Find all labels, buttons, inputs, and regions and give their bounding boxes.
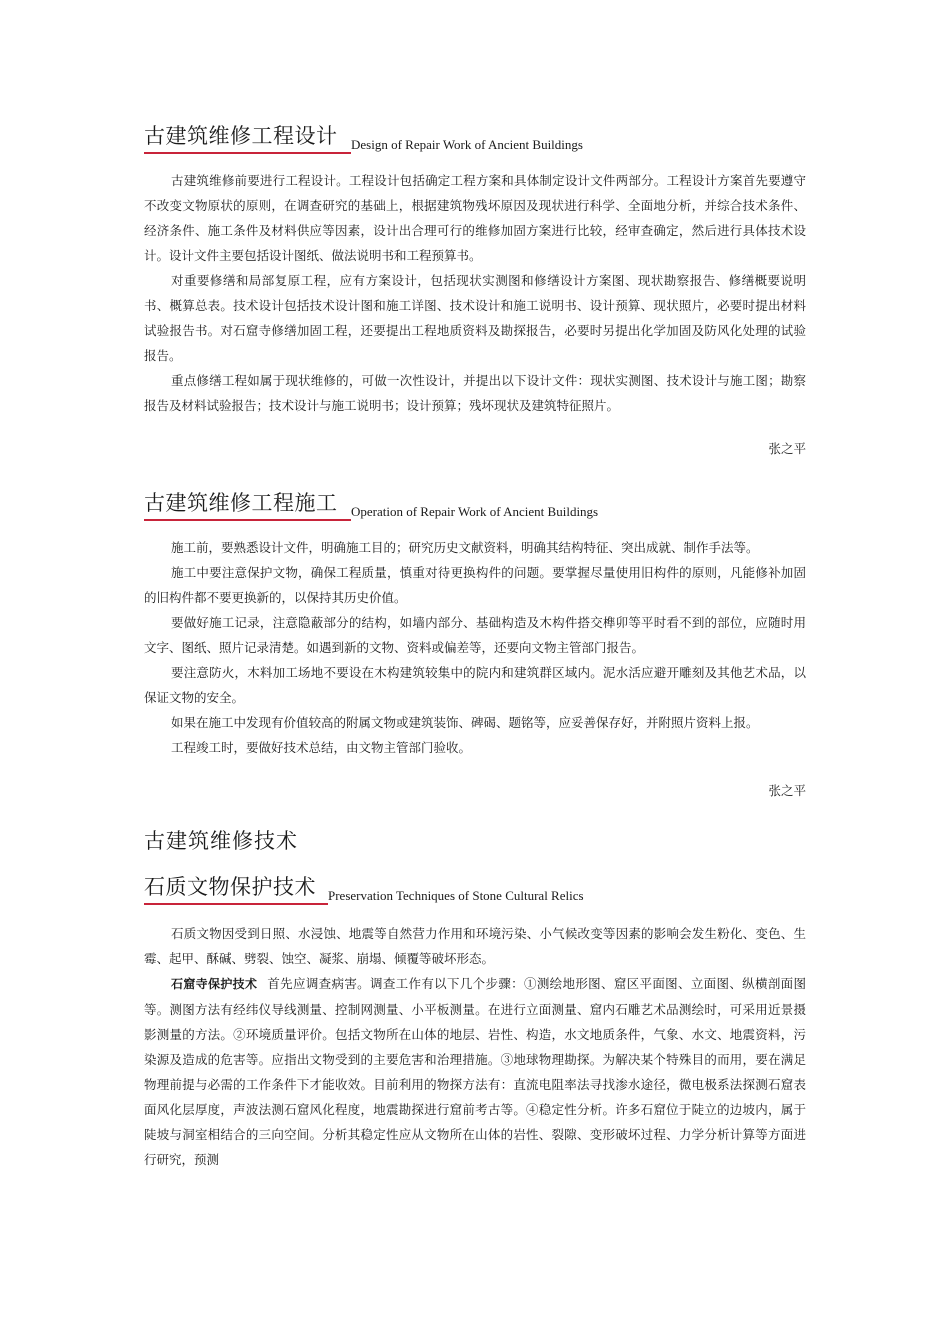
author-name: 张之平 <box>768 441 806 456</box>
heading-underline <box>144 152 351 154</box>
paragraph: 重点修缮工程如属于现状维修的，可做一次性设计，并提出以下设计文件：现状实测图、技术设计与施工图；勘察报告及材料试验报告；技术设计与施工说明书；设计预算；残坏现状及建筑特征照片。 <box>144 373 806 413</box>
entry-heading-operation <box>144 485 806 529</box>
author-name: 张之平 <box>768 783 806 798</box>
paragraph-with-term <box>144 971 806 1172</box>
paragraph: 对重要修缮和局部复原工程，应有方案设计，包括现状实测图和修缮设计方案图、现状勘察报告、修缮概要说明书、概算总表。技术设计包括技术设计图和施工详图、技术设计和施工说明书、设计预算、现状照片，必要时提出材料试验报告书。对石窟寺修缮加固工程，还要提出工程地质资料及勘探报告，必要时另提出化学加固及防风化处理的试验报告。 <box>144 273 806 363</box>
heading-underline <box>144 903 328 905</box>
paragraph-body: 首先应调查病害。调查工作有以下几个步骤：①测绘地形图、窟区平面图、立面图、纵横剖面图等。测图方法有经纬仪导线测量、控制网测量、小平板测量。在进行立面测量、窟内石雕艺术品测绘时，可采用近景摄影测量的方法。②环境质量评价。包括文物所在山体的地层、岩性、构造，水文地质条件，气象、水文、地震资料，污染源及造成的危害等。应指出文物受到的主要危害和治理措施。③地球物理勘探。为解决某个特殊目的而用，要在满足物理前提与必需的工作条件下才能收效。目前利用的物探方法有：直流电阻率法寻找渗水途径，微电极系法探测石窟表面风化层厚度，声波法测石窟风化程度，地震勘探进行窟前考古等。④稳定性分析。许多石窟位于陡立的边坡内，属于陡坡与洞室相结合的三向空间。分析其稳定性应从文物所在山体的岩性、裂隙、变形破坏过程、力学分析计算等方面进行研究，预测 <box>144 976 806 1167</box>
paragraph: 施工前，要熟悉设计文件，明确施工目的；研究历史文献资料，明确其结构特征、突出成就、制作手法等。 <box>171 540 759 555</box>
heading-underline <box>144 519 351 521</box>
entry-heading-design <box>144 118 806 162</box>
entry-title-en: Design of Repair Work of Ancient Buildings <box>351 137 583 152</box>
paragraph: 要做好施工记录，注意隐蔽部分的结构，如墙内部分、基础构造及木构件搭交榫卯等平时看不到的部位，应随时用文字、图纸、照片记录清楚。如遇到新的文物、资料或偏差等，还要向文物主管部门报告。 <box>144 615 806 655</box>
entry-title-cn: 石质文物保护技术 <box>144 875 316 899</box>
paragraph: 工程竣工时，要做好技术总结，由文物主管部门验收。 <box>171 740 472 755</box>
paragraph: 如果在施工中发现有价值较高的附属文物或建筑装饰、碑碣、题铭等，应妥善保存好，并附照片资料上报。 <box>171 715 759 730</box>
entry-title-cn: 古建筑维修工程设计 <box>144 124 338 148</box>
paragraph: 古建筑维修前要进行工程设计。工程设计包括确定工程方案和具体制定设计文件两部分。工程设计方案首先要遵守不改变文物原状的原则，在调查研究的基础上，根据建筑物残坏原因及现状进行科学、全面地分析，并综合技术条件、经济条件、施工条件及材料供应等因素，设计出合理可行的维修加固方案进行比较，经审查确定，然后进行具体技术设计。设计文件主要包括设计图纸、做法说明书和工程预算书。 <box>144 173 806 263</box>
paragraph: 施工中要注意保护文物，确保工程质量，慎重对待更换构件的问题。要掌握尽量使用旧构件的原则，凡能修补加固的旧构件都不要更换新的，以保持其历史价值。 <box>144 565 806 605</box>
paragraph: 要注意防火，木料加工场地不要设在木构建筑较集中的院内和建筑群区域内。泥水活应避开雕刻及其他艺术品，以保证文物的安全。 <box>144 665 806 705</box>
entry-heading-stone <box>144 869 806 913</box>
bold-term: 石窟寺保护技术 <box>171 977 258 991</box>
entry-title-cn: 古建筑维修工程施工 <box>144 491 338 515</box>
document-page <box>144 118 806 1172</box>
paragraph: 石质文物因受到日照、水浸蚀、地震等自然营力作用和环境污染、小气候改变等因素的影响会发生粉化、变色、生霉、起甲、酥碱、劈裂、蚀空、凝浆、崩塌、倾覆等破坏形态。 <box>144 926 806 966</box>
section-title: 古建筑维修技术 <box>144 829 298 853</box>
entry-title-en: Operation of Repair Work of Ancient Buildings <box>351 504 599 519</box>
entry-title-en: Preservation Techniques of Stone Cultural Relics <box>328 888 584 903</box>
